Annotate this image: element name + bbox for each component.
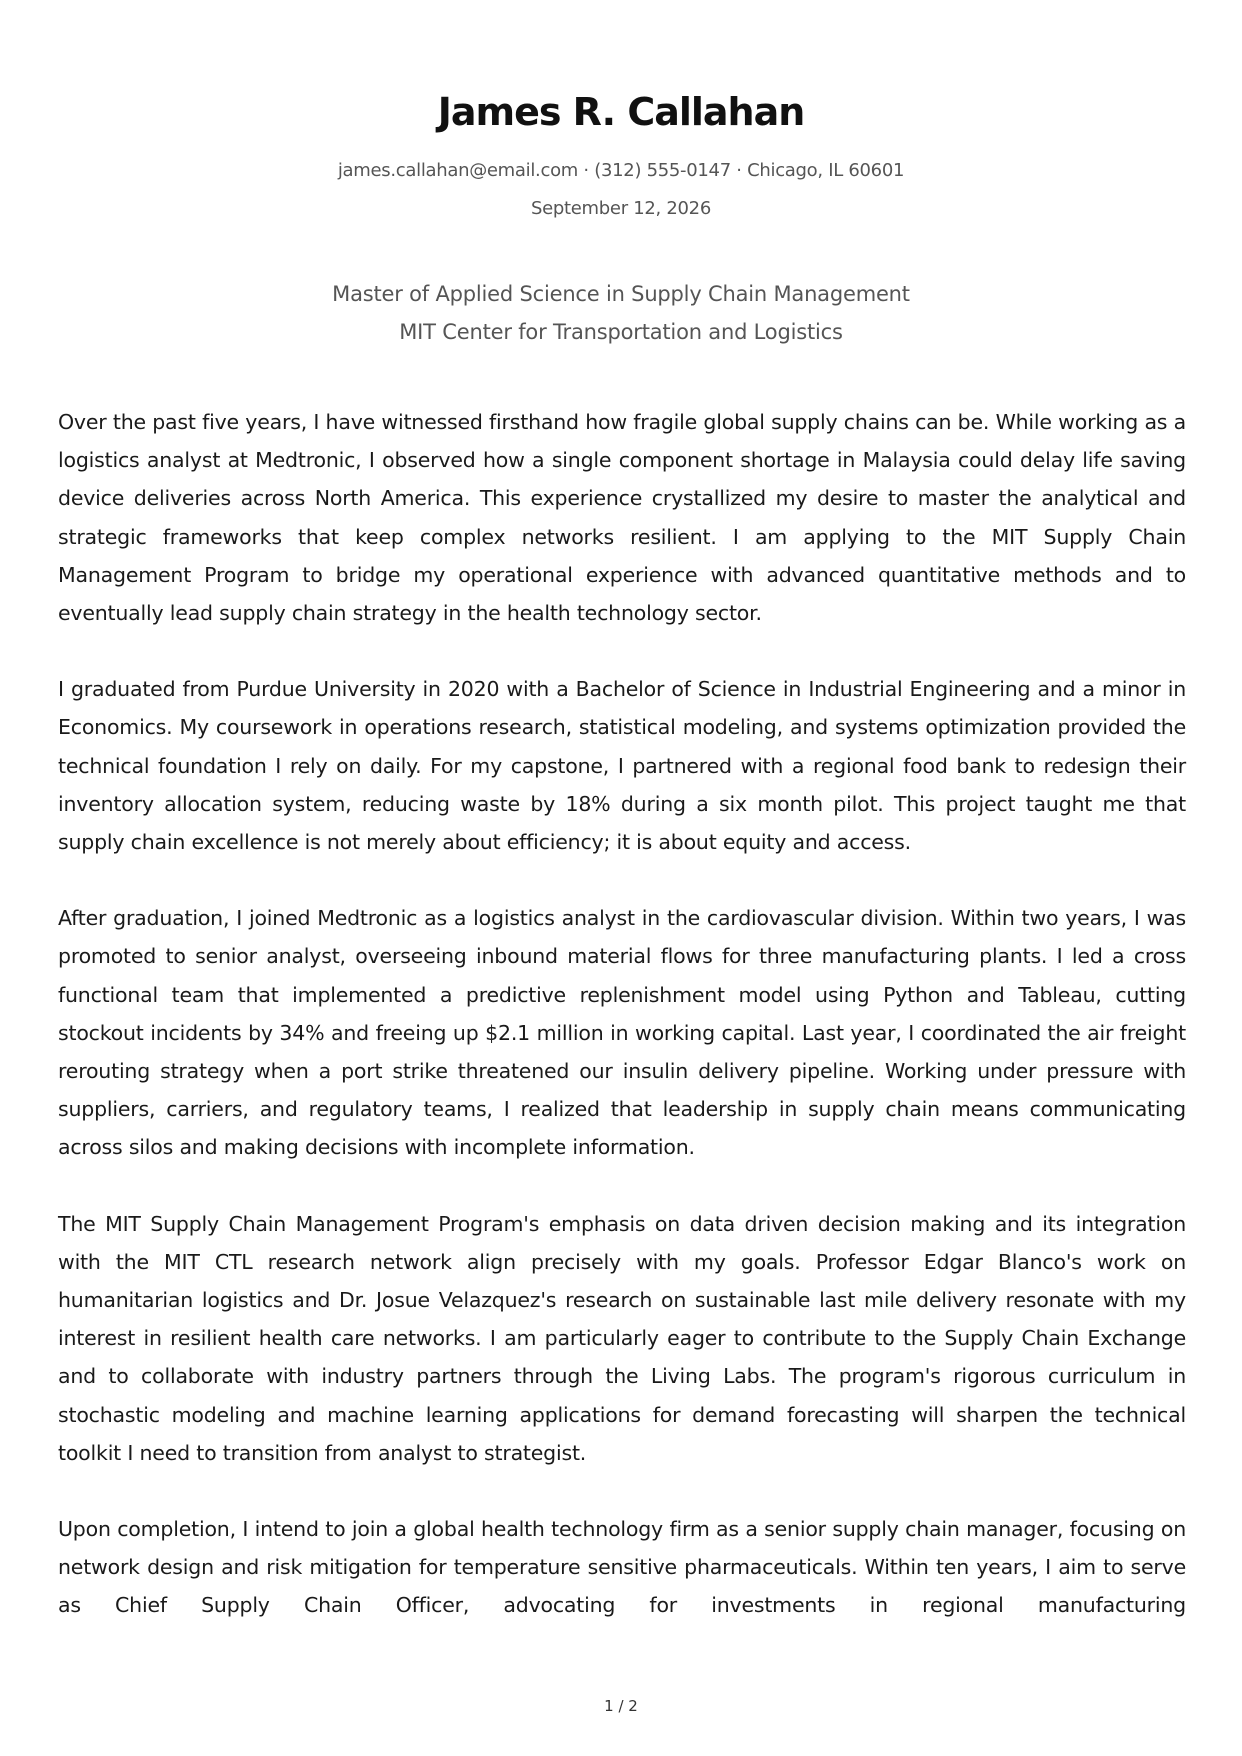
program-center: MIT Center for Transportation and Logistics [399, 320, 843, 344]
paragraph: The MIT Supply Chain Management Program's emphasis on data driven decision making and its integration with the MIT CTL research network align precisely with my goals. Professor Edgar Blanco's work on humanitarian logistics and Dr. Josue Velazquez's research on sustainable last mile delivery resonate with my interest in resilient health care networks. I am particularly eager to contribute to the Supply Chain Exchange and to collaborate with industry partners through the Living Labs. The program's rigorous curriculum in stochastic modeling and machine learning applications for demand forecasting will sharpen the technical toolkit I need to transition from analyst to strategist. [58, 1211, 1186, 1465]
letter-date: September 12, 2026 [531, 198, 711, 219]
program-heading [0, 275, 1242, 351]
program-degree: Master of Applied Science in Supply Chain Management [332, 282, 910, 306]
paragraph: Over the past five years, I have witnessed firsthand how fragile global supply chains can be. While working as a logistics analyst at Medtronic, I observed how a single component shortage in Malaysia could delay life saving device deliveries across North America. This experience crystallized my desire to master the analytical and strategic frameworks that keep complex networks resilient. I am applying to the MIT Supply Chain Management Program to bridge my operational experience with advanced quantitative methods and to eventually lead supply chain strategy in the health technology sector. [58, 410, 1186, 626]
page-number: 1 / 2 [604, 1697, 638, 1715]
author-name: James R. Callahan [437, 90, 805, 134]
paragraph: Upon completion, I intend to join a global health technology firm as a senior supply chain manager, focusing on network design and risk mitigation for temperature sensitive pharmaceuticals. Within ten years, I aim to serve as Chief Supply Chain Officer, advocating for investments in regional manufacturing [58, 1517, 1186, 1618]
contact-line: james.callahan@email.com · (312) 555-0147 · Chicago, IL 60601 [337, 160, 905, 181]
paragraph: I graduated from Purdue University in 2020 with a Bachelor of Science in Industrial Engineering and a minor in Economics. My coursework in operations research, statistical modeling, and systems optimization provided the technical foundation I rely on daily. For my capstone, I partnered with a regional food bank to redesign their inventory allocation system, reducing waste by 18% during a six month pilot. This project taught me that supply chain excellence is not merely about efficiency; it is about equity and access. [58, 677, 1186, 855]
paragraph: After graduation, I joined Medtronic as a logistics analyst in the cardiovascular division. Within two years, I was promoted to senior analyst, overseeing inbound material flows for three manufacturing plants. I led a cross functional team that implemented a predictive replenishment model using Python and Tableau, cutting stockout incidents by 34% and freeing up $2.1 million in working capital. Last year, I coordinated the air freight rerouting strategy when a port strike threatened our insulin delivery pipeline. Working under pressure with suppliers, carriers, and regulatory teams, I realized that leadership in supply chain means communicating across silos and making decisions with incomplete information. [58, 906, 1186, 1160]
statement-body [58, 403, 1186, 1663]
